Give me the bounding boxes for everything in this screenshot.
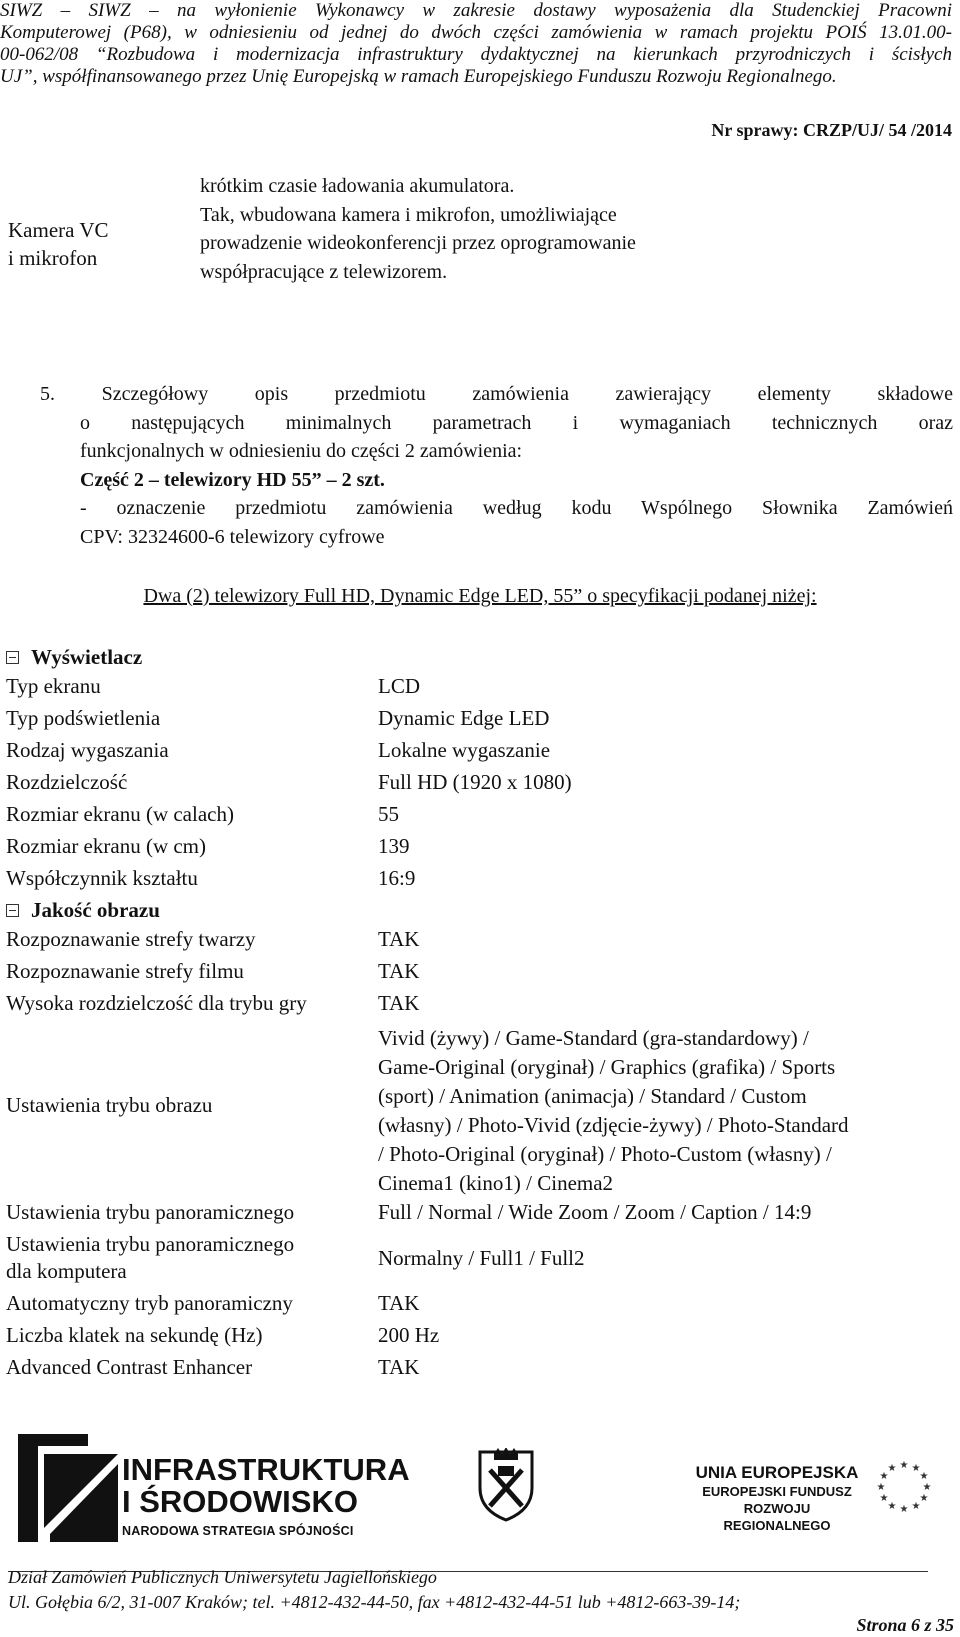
spec-value: TAK [378,1291,420,1315]
spec-label: Wysoka rozdzielczość dla trybu gry [6,991,307,1015]
picture-mode-label: Ustawienia trybu obrazu [6,1093,213,1117]
camera-label [8,216,109,272]
eu-line-3: ROZWOJU REGIONALNEGO [723,1501,831,1533]
footer-line-1: Dział Zamówień Publicznych Uniwersytetu Jagiellońskiego [8,1567,437,1587]
panoramic-pc-label [6,1231,294,1285]
picture-mode-line: (sport) / Animation (animacja) / Standard / Custom [378,1084,807,1108]
spec-value: TAK [378,927,420,951]
picture-mode-values [378,1024,948,1198]
picture-mode-line: / Photo-Original (oryginał) / Photo-Custom (własny) / [378,1142,832,1166]
section-5-line-2: o następujących minimalnych parametrach i wymaganiach technicznych oraz [80,411,953,434]
university-crest-icon [476,1448,536,1523]
svg-text:★: ★ [919,1493,929,1504]
section-5-line-5: - oznaczenie przedmiotu zamówienia według kodu Wspólnego Słownika Zamówień [80,497,953,519]
picture-mode-line: (własny) / Photo-Vivid (zdjęcie-żywy) / Photo-Standard [378,1113,849,1137]
camera-label-line-2: i mikrofon [8,246,98,270]
collapse-icon[interactable] [6,904,19,917]
picture-mode-line: Vivid (żywy) / Game-Standard (gra-standardowy) / [378,1026,809,1050]
spec-value: 200 Hz [378,1323,440,1347]
header-line-2: Komputerowej (P68), w odniesieniu od jednej do dwóch części zamówienia w ramach projektu POIŚ 13.01.00- [0,22,952,43]
svg-text:★: ★ [879,1493,889,1504]
panoramic-value: Full / Normal / Wide Zoom / Zoom / Caption / 14:9 [378,1200,812,1224]
collapse-icon[interactable] [6,651,19,664]
spec-label: Automatyczny tryb panoramiczny [6,1291,293,1315]
display-section-title: Wyświetlacz [31,645,143,669]
svg-text:★: ★ [876,1482,886,1493]
infrastruktura-line-1: INFRASTRUKTURA [122,1452,410,1487]
infrastruktura-subtitle: NARODOWA STRATEGIA SPÓJNOŚCI [122,1524,354,1538]
infrastruktura-logo-text [122,1454,410,1518]
panoramic-pc-value: Normalny / Full1 / Full2 [378,1246,585,1270]
header-line-1: SIWZ – SIWZ – na wyłonienie Wykonawcy w zakresie dostawy wyposażenia dla Studenckiej Pracowni [0,0,952,21]
quality-section-title: Jakość obrazu [31,898,160,922]
svg-text:★: ★ [922,1482,932,1493]
spec-value: Lokalne wygaszanie [378,738,551,762]
camera-label-line-1: Kamera VC [8,218,109,242]
eu-line-2: EUROPEJSKI FUNDUSZ [702,1484,852,1499]
intro-line [0,585,960,608]
intro-text: Dwa (2) telewizory Full HD, Dynamic Edge LED, 55” o specyfikacji podanej niżej: [143,585,817,607]
eu-logo-text [692,1463,862,1534]
spec-value: Full HD (1920 x 1080) [378,770,572,794]
spec-value: 139 [378,834,410,858]
camera-text-line-4: współpracujące z telewizorem. [200,260,448,283]
spec-label: Rodzaj wygaszania [6,738,169,762]
panoramic-pc-label-line-2: dla komputera [6,1259,127,1283]
case-number: Nr sprawy: CRZP/UJ/ 54 /2014 [711,120,952,140]
camera-text-line-3: prowadzenie wideokonferencji przez oprogramowanie [200,232,636,254]
header-line-3: 00-062/08 “Rozbudowa i modernizacja infrastruktury dydaktycznej na kierunkach przyrodniczych i ścisłych [0,44,952,65]
spec-label: Advanced Contrast Enhancer [6,1355,253,1379]
spec-value: 16:9 [378,866,416,890]
footer-line-2: Ul. Gołębia 6/2, 31-007 Kraków; tel. +4812-432-44-50, fax +4812-432-44-51 lub +4812-663-39-14; [8,1592,741,1612]
svg-text:★: ★ [911,1501,921,1512]
infrastruktura-line-2: I ŚRODOWISKO [122,1484,358,1519]
eu-flag-icon [868,1454,940,1518]
svg-text:★: ★ [887,1501,897,1512]
eu-line-1: UNIA EUROPEJSKA [695,1463,859,1482]
section-5-line-1: 5. Szczegółowy opis przedmiotu zamówienia zawierający elementy składowe [40,383,953,405]
svg-text:★: ★ [879,1471,889,1482]
spec-value: Dynamic Edge LED [378,706,550,730]
svg-text:★: ★ [899,1460,909,1471]
spec-label: Rozpoznawanie strefy filmu [6,959,244,983]
spec-value: TAK [378,959,420,983]
camera-description [200,172,636,286]
logos-strip [0,1428,960,1546]
section-5-line-3: funkcjonalnych w odniesieniu do części 2 zamówienia: [80,440,523,462]
camera-text-line-1: krótkim czasie ładowania akumulatora. [200,175,515,197]
camera-text-line-2: Tak, wbudowana kamera i mikrofon, umożliwiające [200,203,617,226]
spec-value: TAK [378,1355,420,1379]
spec-label: Typ podświetlenia [6,706,161,730]
picture-mode-line: Game-Original (oryginał) / Graphics (grafika) / Sports [378,1055,836,1079]
svg-text:★: ★ [899,1504,909,1515]
quality-section-header[interactable] [6,898,160,923]
svg-text:★: ★ [919,1471,929,1482]
spec-label: Liczba klatek na sekundę (Hz) [6,1323,263,1347]
spec-label: Rozmiar ekranu (w cm) [6,834,207,858]
spec-label: Współczynnik kształtu [6,866,198,890]
picture-mode-line: Cinema1 (kino1) / Cinema2 [378,1171,614,1195]
section-5-line-6: CPV: 32324600-6 telewizory cyfrowe [80,525,385,548]
header-line-4: UJ”, współfinansowanego przez Unię Europejską w ramach Europejskiego Funduszu Rozwoju Regionalnego. [0,66,837,87]
infrastruktura-emblem-icon [18,1434,118,1542]
spec-label: Rozmiar ekranu (w calach) [6,802,234,826]
panoramic-label: Ustawienia trybu panoramicznego [6,1200,295,1224]
page-number: Strona 6 z 35 [856,1615,954,1635]
spec-label: Rozpoznawanie strefy twarzy [6,927,256,951]
svg-text:★: ★ [887,1463,897,1474]
spec-label: Typ ekranu [6,674,101,698]
spec-value: 55 [378,802,399,826]
spec-label: Rozdzielczość [6,770,128,794]
display-section-header[interactable] [6,645,142,670]
svg-text:★: ★ [911,1463,921,1474]
spec-value: LCD [378,674,420,698]
panoramic-pc-label-line-1: Ustawienia trybu panoramicznego [6,1232,295,1256]
spec-value: TAK [378,991,420,1015]
section-5 [40,380,953,551]
section-5-part-title: Część 2 – telewizory HD 55” – 2 szt. [80,468,385,491]
